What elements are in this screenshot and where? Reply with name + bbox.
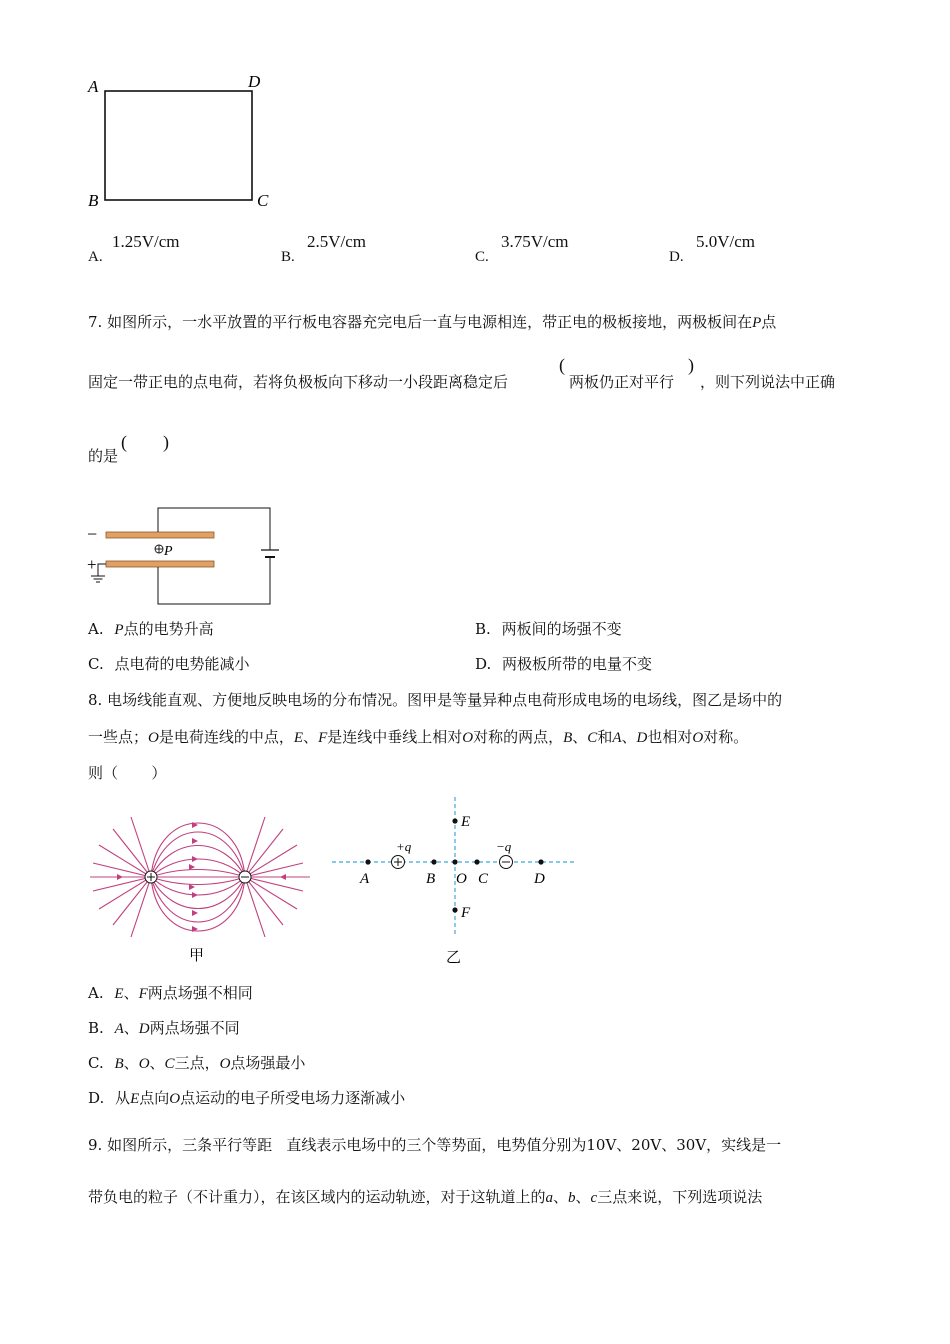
option-value: 1.25V/cm xyxy=(112,232,180,251)
label-b: B xyxy=(88,191,99,210)
label-c: C xyxy=(478,871,489,887)
point-p: P xyxy=(752,315,762,331)
label-b: B xyxy=(426,871,436,887)
q7-paren-open: ( xyxy=(559,355,565,375)
q7-capacitor-figure xyxy=(85,500,285,610)
label-f: F xyxy=(461,905,471,921)
label-d: D xyxy=(248,72,261,91)
negative-plate xyxy=(106,532,214,538)
q8-line-3: 则（ ） xyxy=(88,764,167,782)
q8-option-d[interactable]: D. 从E点向O点运动的电子所受电场力逐渐减小 xyxy=(88,1089,406,1107)
q7-answer-blank[interactable]: ( ) xyxy=(121,432,169,452)
option-letter: C. xyxy=(475,249,489,265)
minus-sign: − xyxy=(87,524,98,544)
q7-line-2: 固定一带正电的点电荷，若将负极板向下移动一小段距离稳定后 xyxy=(88,373,509,391)
label-plus-q: +q xyxy=(396,839,412,854)
q8-option-c[interactable]: C. B、O、C三点，O点场强最小 xyxy=(88,1054,306,1072)
positive-plate xyxy=(106,561,214,567)
label-e: E xyxy=(461,814,471,830)
q8-dipole-field-figure xyxy=(85,805,315,965)
q7-option-d[interactable]: D. 两极板所带的电量不变 xyxy=(475,655,653,673)
option-value: 5.0V/cm xyxy=(696,232,756,251)
label-a: A xyxy=(360,871,370,887)
option-letter: A. xyxy=(88,249,103,265)
q7-option-a[interactable]: A. P点的电势升高 xyxy=(88,620,214,638)
q7-line-3: 的是 xyxy=(88,447,119,465)
option-value: 2.5V/cm xyxy=(307,232,367,251)
label-o: O xyxy=(456,871,467,887)
label-a: A xyxy=(88,77,99,96)
label-minus-q: −q xyxy=(496,839,512,854)
q8-line-2: 一些点；O是电荷连线的中点，E、F是连线中垂线上相对O对称的两点，B、C和A、D也相对O对称。 xyxy=(88,728,749,746)
q9-line-1: 9. 如图所示，三条平行等距 直线表示电场中的三个等势面，电势值分别为10V、20V、30V，实线是一 xyxy=(88,1136,782,1154)
q6-rectangle-figure xyxy=(80,68,280,218)
option-letter: B. xyxy=(281,249,295,265)
q7-option-c[interactable]: C. 点电荷的电势能减小 xyxy=(88,655,250,673)
option-value: 3.75V/cm xyxy=(501,232,569,251)
q8-option-b[interactable]: B. A、D两点场强不同 xyxy=(88,1019,240,1037)
caption-yi: 乙 xyxy=(446,950,462,966)
q7-paren-inner: 两板仍正对平行 xyxy=(569,373,675,391)
q7-option-b[interactable]: B. 两板间的场强不变 xyxy=(475,620,622,638)
q9-line-2: 带负电的粒子（不计重力），在该区域内的运动轨迹，对于这轨道上的a、b、c三点来说，下列选项说法 xyxy=(88,1188,763,1206)
wire-top xyxy=(158,508,270,550)
label-d: D xyxy=(534,871,545,887)
q8-points-figure xyxy=(330,795,580,970)
caption-jia: 甲 xyxy=(189,948,205,964)
label-c: C xyxy=(257,191,269,210)
q8-option-a[interactable]: A. E、F两点场强不相同 xyxy=(88,984,253,1002)
ground-wire xyxy=(98,564,106,576)
q7-line-2-end: ，则下列说法中正确 xyxy=(700,373,836,391)
q7-line-1: 7. 如图所示，一水平放置的平行板电容器充完电后一直与电源相连，带正电的极板接地，两极板间在P点 xyxy=(88,313,777,331)
rectangle-abcd xyxy=(105,91,252,200)
option-letter: D. xyxy=(669,249,684,265)
q7-paren-close: ) xyxy=(688,355,694,375)
q8-line-1: 8. 电场线能直观、方便地反映电场的分布情况。图甲是等量异种点电荷形成电场的电场线，图乙是场中的 xyxy=(88,691,783,709)
plus-sign: + xyxy=(87,555,97,574)
point-p-label: P xyxy=(164,544,173,559)
